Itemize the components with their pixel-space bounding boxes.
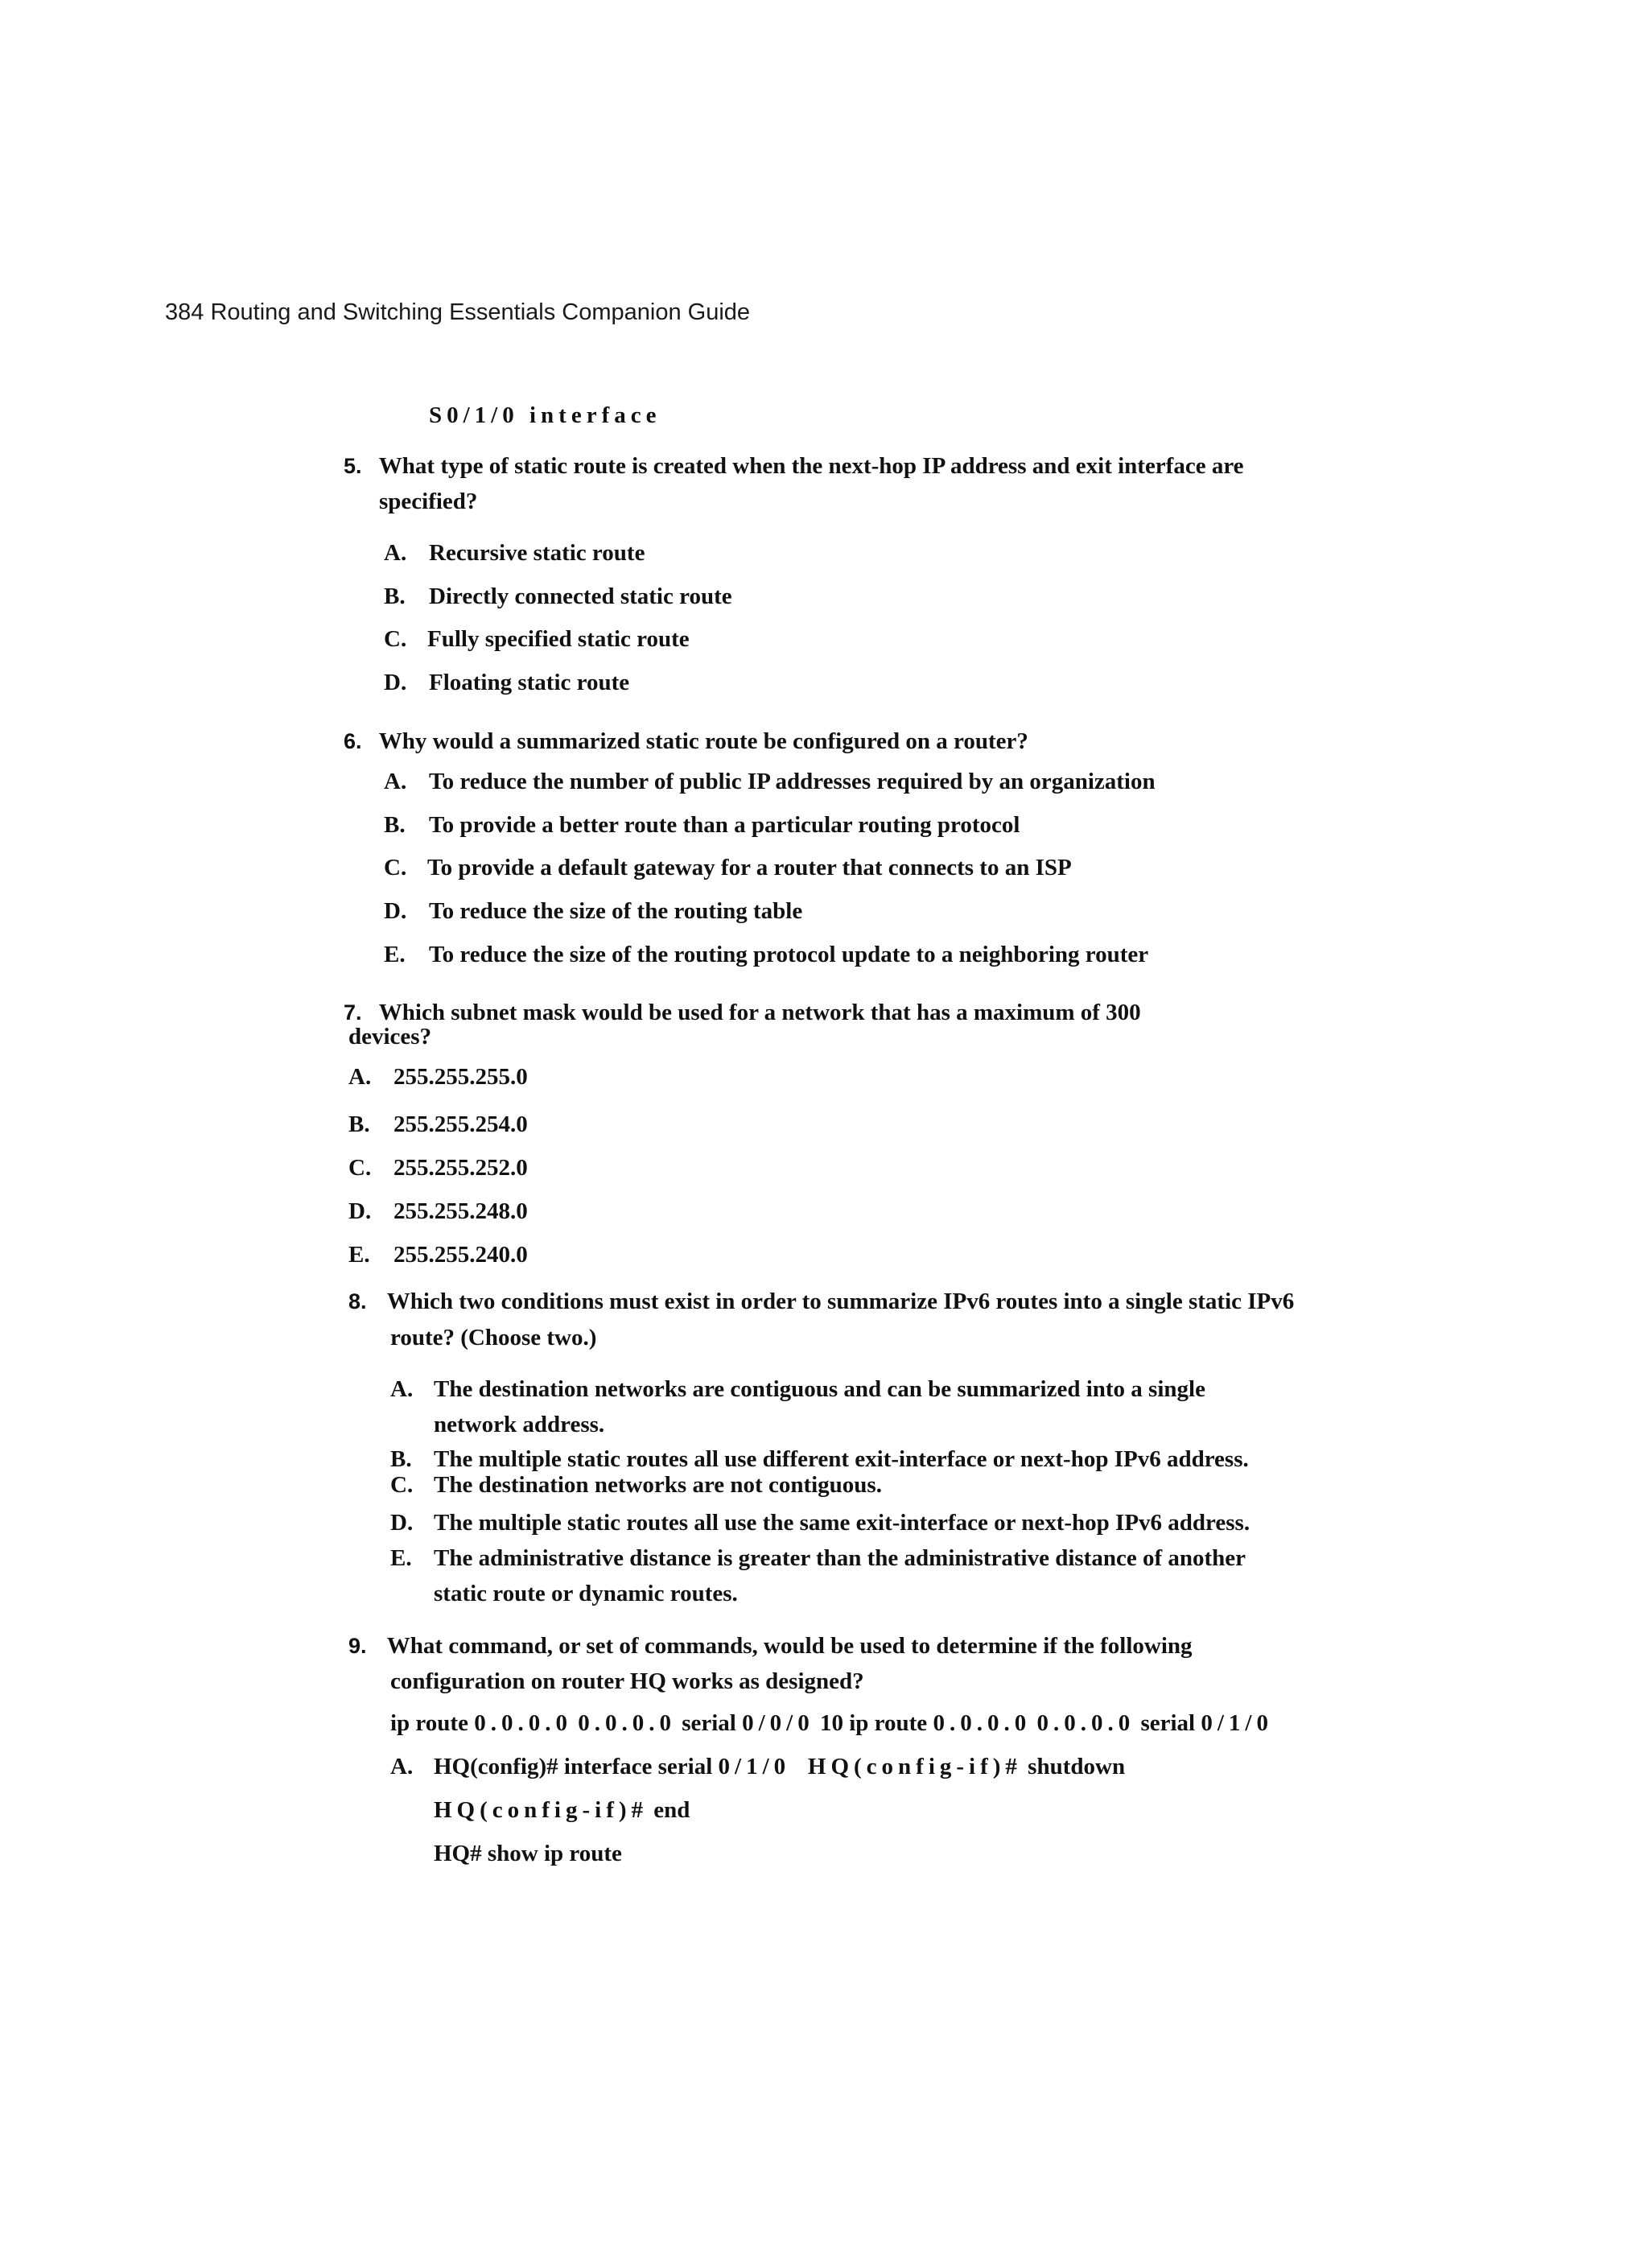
- option-a-text-line2: [434, 1797, 690, 1824]
- option-b: B.: [348, 1111, 370, 1137]
- option-a-text: To reduce the number of public IP addresses required by an organization: [429, 769, 1156, 794]
- option-c-text: Fully specified static route: [427, 626, 690, 652]
- config-text: serial: [675, 1710, 743, 1736]
- config-interface: 0/1/0: [1201, 1710, 1273, 1736]
- question-number: 6.: [344, 729, 362, 753]
- config-mask: 0.0.0.0: [1036, 1710, 1135, 1736]
- config-text: ip route: [390, 1710, 475, 1736]
- option-b-text: The multiple static routes all use different exit-interface or next-hop IPv6 address.: [434, 1446, 1249, 1472]
- question-8: [348, 1289, 1294, 1315]
- option-e: E.: [390, 1545, 412, 1571]
- option-e: E.: [384, 942, 406, 967]
- config-text: serial: [1135, 1710, 1201, 1736]
- option-a: A.: [390, 1754, 414, 1779]
- question-stem: Why would a summarized static route be configured on a router?: [378, 728, 1028, 754]
- question-number: 9.: [348, 1634, 367, 1658]
- config-mask: 0.0.0.0: [578, 1710, 676, 1736]
- config-address: 0.0.0.0: [933, 1710, 1032, 1736]
- option-d: D.: [348, 1198, 372, 1224]
- option-c-text: To provide a default gateway for a router that connects to an ISP: [427, 855, 1072, 880]
- command-text: HQ(config)# interface serial: [434, 1754, 719, 1779]
- option-letter: A.: [384, 540, 407, 566]
- option-a: A.: [348, 1064, 372, 1090]
- option-a-text: The destination networks are contiguous and can be summarized into a single: [434, 1376, 1205, 1402]
- question-stem: What type of static route is created when the next-hop IP address and exit interface are: [378, 453, 1244, 479]
- option-d-text: To reduce the size of the routing table: [429, 898, 803, 924]
- question-number: 5.: [344, 454, 362, 478]
- command-text: end: [648, 1797, 690, 1823]
- option-c: C.: [384, 855, 407, 880]
- question-9: [348, 1633, 1193, 1660]
- option-a: A.: [384, 769, 407, 794]
- config-text: 10 ip route: [814, 1710, 933, 1736]
- config-address: 0.0.0.0: [474, 1710, 572, 1736]
- option-letter: C.: [384, 626, 407, 652]
- question-stem-continued: specified?: [379, 489, 478, 514]
- option-b: B.: [390, 1446, 412, 1472]
- option-a-text: 255.255.255.0: [393, 1064, 528, 1090]
- question-stem-continued: configuration on router HQ works as designed?: [390, 1668, 864, 1694]
- option-a-text-continued: network address.: [434, 1412, 605, 1437]
- question-5: [344, 453, 1244, 480]
- question-7: [344, 1000, 1141, 1026]
- option-d-text: Floating static route: [429, 670, 630, 695]
- option-c: C.: [348, 1155, 372, 1181]
- command-interface: 0/1/0: [718, 1754, 791, 1779]
- option-b-text: To provide a better route than a particular routing protocol: [429, 812, 1020, 838]
- question-6: [344, 728, 1028, 755]
- question-number: 7.: [344, 1000, 362, 1025]
- option-b-text: Directly connected static route: [429, 583, 732, 609]
- option-e-text: The administrative distance is greater than the administrative distance of another: [434, 1545, 1246, 1571]
- config-line: [390, 1710, 1273, 1737]
- option-b-text: 255.255.254.0: [393, 1111, 528, 1137]
- option-c: C.: [390, 1472, 414, 1498]
- option-c: [384, 626, 406, 653]
- option-d-text: The multiple static routes all use the same exit-interface or next-hop IPv6 address.: [434, 1510, 1250, 1536]
- option-e-text: To reduce the size of the routing protocol update to a neighboring router: [429, 942, 1149, 967]
- option-d-text: 255.255.248.0: [393, 1198, 528, 1224]
- option-b: B.: [384, 812, 406, 838]
- option-e: E.: [348, 1242, 370, 1268]
- question-stem-continued: devices?: [348, 1024, 432, 1049]
- question-stem-continued: route? (Choose two.): [390, 1325, 597, 1350]
- config-interface: 0/0/0: [742, 1710, 814, 1736]
- option-e-text-continued: static route or dynamic routes.: [434, 1581, 738, 1606]
- option-a: A.: [390, 1376, 414, 1402]
- option-a-text-line3: HQ# show ip route: [434, 1841, 622, 1866]
- question-number: 8.: [348, 1289, 367, 1313]
- option-b: [384, 583, 406, 610]
- option-c-text: The destination networks are not contiguous.: [434, 1472, 882, 1498]
- option-a-text: [434, 1754, 1125, 1780]
- option-letter: D.: [384, 670, 407, 695]
- continuation-label: S0/1/0 interface: [429, 402, 661, 428]
- option-d: [384, 670, 406, 696]
- option-a: [384, 540, 406, 567]
- option-c-text: 255.255.252.0: [393, 1155, 528, 1181]
- question-stem: Which subnet mask would be used for a network that has a maximum of 300: [378, 1000, 1141, 1025]
- option-d: D.: [384, 898, 407, 924]
- question-stem: Which two conditions must exist in order to summarize IPv6 routes into a single static IPv6: [386, 1289, 1295, 1314]
- command-prompt: HQ(config-if)#: [434, 1797, 649, 1823]
- command-text: shutdown: [1021, 1754, 1126, 1779]
- running-head: 384 Routing and Switching Essentials Companion Guide: [165, 299, 751, 325]
- option-d: D.: [390, 1510, 414, 1536]
- continuation-text: [429, 402, 661, 429]
- command-prompt: HQ(config-if)#: [807, 1754, 1022, 1779]
- option-a-text: Recursive static route: [429, 540, 645, 566]
- option-e-text: 255.255.240.0: [393, 1242, 528, 1268]
- option-letter: B.: [384, 583, 406, 609]
- question-stem: What command, or set of commands, would be used to determine if the following: [386, 1633, 1193, 1659]
